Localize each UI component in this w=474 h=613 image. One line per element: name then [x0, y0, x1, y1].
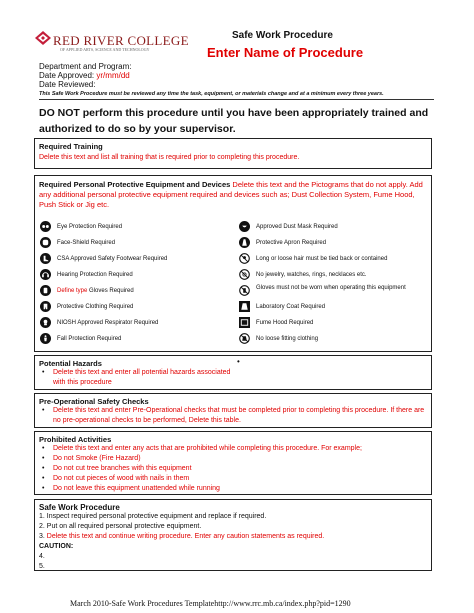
college-logo-name: RED RIVER COLLEGE: [53, 33, 189, 48]
hazards-title: Potential Hazards: [39, 359, 102, 368]
ppe-label-long-hair: Long or loose hair must be tied back or contained: [256, 256, 388, 262]
prohibited-item[interactable]: • Do not leave this equipment unattended while running: [39, 484, 427, 494]
face-shield-icon: [40, 237, 51, 248]
college-logo-mark: [34, 30, 52, 46]
date-approved-field[interactable]: [39, 71, 130, 80]
document-title: Safe Work Procedure: [232, 30, 333, 41]
preop-item[interactable]: • Delete this text and enter Pre-Operational checks that must be completed prior to completing this procedure. If there are no pre-operational checks to be performed, Delete this table.: [39, 406, 427, 426]
goggles-icon: [40, 221, 51, 232]
authorization-warning: DO NOT perform this procedure until you have been appropriately trained and authorized to do so by your supervisor.: [39, 107, 429, 135]
fume-hood-icon: [239, 317, 250, 328]
respirator-icon: [40, 317, 51, 328]
gloves-prohibited-icon: [239, 285, 250, 296]
procedure-name-field[interactable]: Enter Name of Procedure: [207, 45, 364, 60]
review-note: This Safe Work Procedure must be reviewed any time the task, equipment, or materials change and at a minimum every three years.: [39, 91, 384, 97]
safety-boot-icon: [40, 253, 51, 264]
training-text[interactable]: Delete this text and list all training that is required prior to completing this procedure.: [39, 154, 300, 161]
caution-label: CAUTION:: [39, 543, 74, 550]
procedure-steps: [39, 512, 427, 572]
prohibited-item[interactable]: • Do not Smoke (Fire Hazard): [39, 454, 427, 464]
procedure-title: Safe Work Procedure: [39, 503, 120, 512]
footer-link[interactable]: http://www.rrc.mb.ca/index.php?pid=1290: [214, 599, 351, 608]
ppe-label-apron: Protective Apron Required: [256, 240, 327, 246]
step-number: 1.: [39, 513, 45, 520]
glove-icon: [40, 285, 51, 296]
preop-section: [34, 393, 432, 428]
ppe-label-dust-mask: Approved Dust Mask Required: [256, 224, 338, 230]
college-logo-tagline: OF APPLIED ARTS, SCIENCE AND TECHNOLOGY: [60, 47, 150, 52]
ppe-label-eye-protection: Eye Protection Required: [57, 224, 123, 230]
step-text: Put on all required personal protective equipment.: [46, 523, 202, 530]
procedure-section: [34, 499, 432, 571]
ppe-label-fall-protection: Fall Protection Required: [57, 336, 122, 342]
ppe-label-jewelry: No jewelry, watches, rings, necklaces etc.: [256, 272, 367, 278]
preop-list: [39, 406, 427, 426]
lab-coat-icon: [239, 301, 250, 312]
footer: [70, 599, 351, 608]
ppe-instructions[interactable]: Delete this text and the Pictograms that do not apply. Add any additional personal protective equipment required and devices such as; Dust Collection System, Fume Hood, Push Stick or Jig etc.: [39, 180, 423, 209]
prohibited-item[interactable]: • Do not cut tree branches with this equipment: [39, 464, 427, 474]
prohibited-item[interactable]: • Do not cut pieces of wood with nails in them: [39, 474, 427, 484]
ppe-label-no-gloves: Gloves must not be worn when operating this equipment: [256, 285, 406, 291]
hazards-section: [34, 355, 432, 390]
dust-mask-icon: [239, 221, 250, 232]
hazards-empty-bullet: •: [237, 357, 240, 366]
ppe-label-face-shield: Face-Shield Required: [57, 240, 116, 246]
training-section: [34, 138, 432, 169]
ppe-label-hearing: Hearing Protection Required: [57, 272, 133, 278]
hazards-list: [39, 368, 239, 388]
procedure-step[interactable]: [39, 532, 427, 542]
prohibited-title: Prohibited Activities: [39, 435, 112, 444]
ppe-label-respirator: NIOSH Approved Respirator Required: [57, 320, 159, 326]
preop-title: Pre-Operational Safety Checks: [39, 397, 149, 406]
coverall-icon: [40, 301, 51, 312]
ppe-header: [39, 180, 427, 210]
ppe-label-lab-coat: Laboratory Coat Required: [256, 304, 326, 310]
long-hair-prohibited-icon: [239, 253, 250, 264]
step-number: 2.: [39, 523, 45, 530]
hazard-item[interactable]: • Delete this text and enter all potential hazards associated with this procedure: [39, 368, 239, 388]
step-text: Inspect required personal protective equipment and replace if required.: [46, 513, 267, 520]
ppe-label-loose-clothing: No loose fitting clothing: [256, 336, 319, 342]
procedure-step[interactable]: 4.: [39, 553, 45, 560]
prohibited-section: [34, 431, 432, 495]
loose-clothing-prohibited-icon: [239, 333, 250, 344]
prohibited-list: [39, 444, 427, 494]
step-number: 3.: [39, 533, 45, 540]
jewelry-prohibited-icon: [239, 269, 250, 280]
ppe-label-fume-hood: Fume Hood Required: [256, 320, 314, 326]
procedure-step[interactable]: [39, 512, 427, 522]
ppe-title: Required Personal Protective Equipment and Devices: [39, 180, 231, 189]
step-text: Delete this text and continue writing procedure. Enter any caution statements as required.: [46, 533, 325, 540]
glove-type-field[interactable]: Define type: [57, 288, 88, 294]
prohibited-item[interactable]: • Delete this text and enter any acts that are prohibited while completing this procedure. For example;: [39, 444, 427, 454]
date-approved-value: yr/mm/dd: [96, 71, 130, 80]
header-divider: [39, 99, 434, 100]
apron-icon: [239, 237, 250, 248]
ppe-label-gloves: [57, 288, 134, 295]
ppe-label-gloves-text: Gloves Required: [87, 288, 134, 294]
date-approved-label: Date Approved:: [39, 71, 95, 80]
procedure-step[interactable]: [39, 522, 427, 532]
footer-text: March 2010-Safe Work Procedures Template: [70, 599, 215, 608]
ppe-section: [34, 175, 432, 352]
department-field[interactable]: Department and Program:: [39, 62, 132, 71]
training-title: Required Training: [39, 142, 103, 151]
harness-icon: [40, 333, 51, 344]
ppe-label-protective-clothing: Protective Clothing Required: [57, 304, 134, 310]
ear-muffs-icon: [40, 269, 51, 280]
procedure-step[interactable]: 5.: [39, 563, 45, 570]
ppe-label-safety-footwear: CSA Approved Safety Footwear Required: [57, 256, 168, 262]
date-reviewed-field[interactable]: Date Reviewed:: [39, 80, 96, 89]
